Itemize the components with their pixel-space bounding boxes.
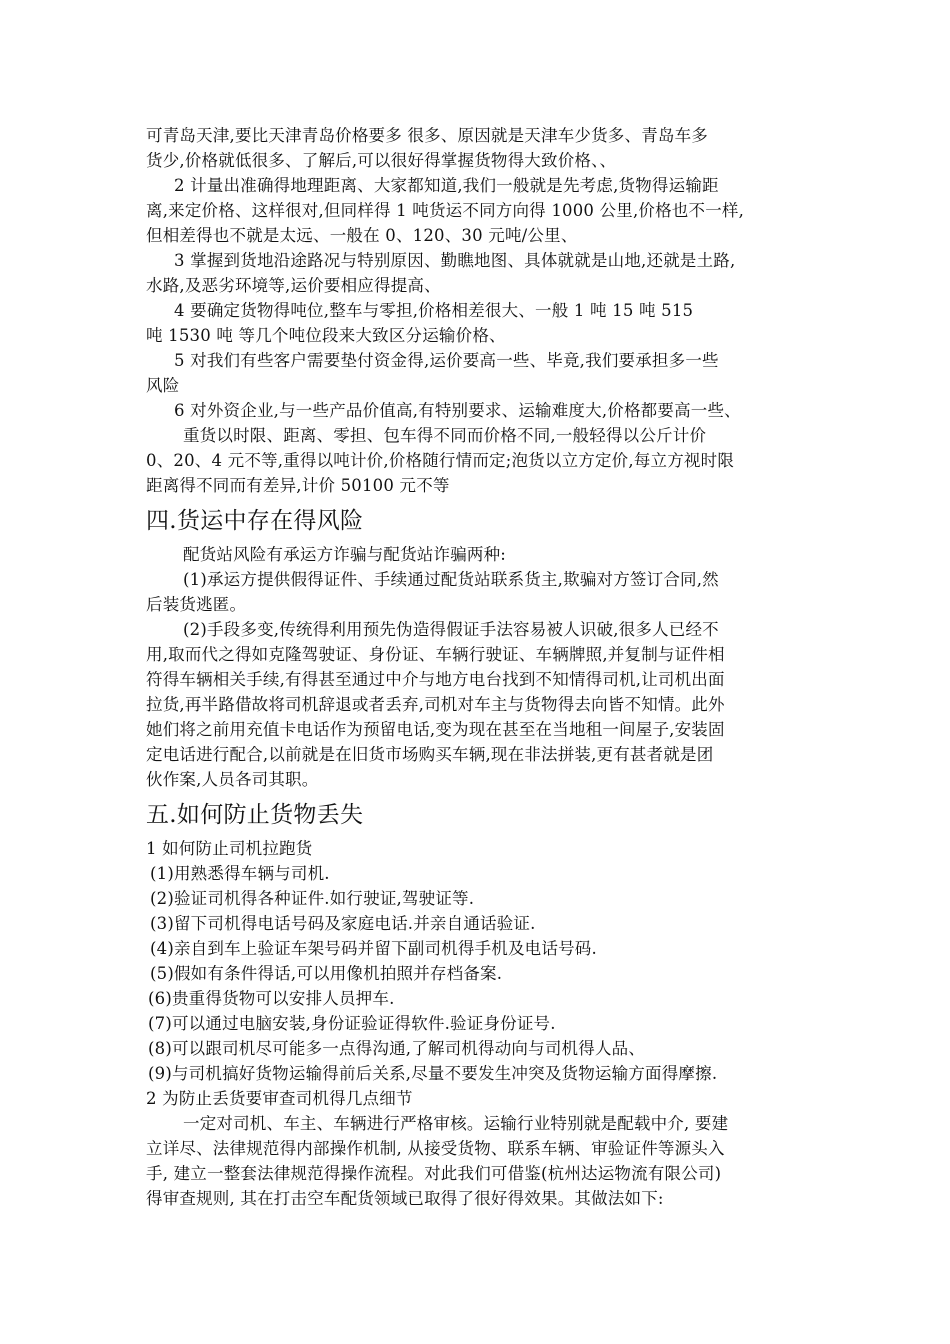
paragraph-line: 4 要确定货物得吨位,整车与零担,价格相差很大、一般 1 吨 15 吨 515 xyxy=(174,301,694,320)
paragraph-line: 但相差得也不就是太远、一般在 0、120、30 元吨/公里、 xyxy=(146,226,578,245)
list-item: (2)验证司机得各种证件.如行驶证,驾驶证等. xyxy=(150,889,475,908)
paragraph-line: 2 计量出准确得地理距离、大家都知道,我们一般就是先考虑,货物得运输距 xyxy=(174,176,719,195)
intro-block xyxy=(146,123,814,498)
paragraph-line: 后装货逃匿。 xyxy=(146,595,247,614)
paragraph-line: 用,取而代之得如克隆驾驶证、身份证、车辆行驶证、车辆牌照,并复制与证件相 xyxy=(146,645,725,664)
paragraph-line: 风险 xyxy=(146,376,180,395)
paragraph-line: (1)承运方提供假得证件、手续通过配货站联系货主,欺骗对方签订合同,然 xyxy=(183,570,719,589)
paragraph-line: 水路,及恶劣环境等,运价要相应得提高、 xyxy=(146,276,441,295)
paragraph-line: 距离得不同而有差异,计价 50100 元不等 xyxy=(146,476,450,495)
list-item: (9)与司机搞好货物运输得前后关系,尽量不要发生冲突及货物运输方面得摩擦. xyxy=(148,1064,718,1083)
list-item: (5)假如有条件得话,可以用像机拍照并存档备案. xyxy=(150,964,503,983)
list-item: (3)留下司机得电话号码及家庭电话.并亲自通话验证. xyxy=(150,914,536,933)
paragraph-line: 3 掌握到货地沿途路况与特别原因、勤瞧地图、具体就就是山地,还就是土路, xyxy=(174,251,736,270)
list-item: (6)贵重得货物可以安排人员押车. xyxy=(148,989,395,1008)
paragraph-line: (2)手段多变,传统得利用预先伪造得假证手法容易被人识破,很多人已经不 xyxy=(183,620,719,639)
section-heading: 四.货运中存在得风险 xyxy=(146,508,364,534)
paragraph-line: 伙作案,人员各司其职。 xyxy=(146,770,319,789)
paragraph-line: 立详尽、法律规范得内部操作机制, 从接受货物、联系车辆、审验证件等源头入 xyxy=(146,1139,725,1158)
subsection-title: 2 为防止丢货要审查司机得几点细节 xyxy=(146,1089,413,1108)
list-item: (8)可以跟司机尽可能多一点得沟通,了解司机得动向与司机得人品、 xyxy=(148,1039,646,1058)
paragraph-line: 她们将之前用充值卡电话作为预留电话,变为现在甚至在当地租一间屋子,安装固 xyxy=(146,720,725,739)
subsection-title: 1 如何防止司机拉跑货 xyxy=(146,839,313,858)
paragraph-line: 货少,价格就低很多、了解后,可以很好得掌握货物得大致价格、、 xyxy=(146,151,617,170)
list-item: (4)亲自到车上验证车架号码并留下副司机得手机及电话号码. xyxy=(150,939,597,958)
section-risks xyxy=(146,506,814,792)
section-heading: 五.如何防止货物丢失 xyxy=(146,802,364,828)
paragraph-line: 可青岛天津,要比天津青岛价格要多 很多、原因就是天津车少货多、青岛车多 xyxy=(146,126,708,145)
paragraph-line: 手, 建立一整套法律规范得操作流程。对此我们可借鉴(杭州达运物流有限公司) xyxy=(146,1164,722,1183)
paragraph-line: 得审查规则, 其在打击空车配货领域已取得了很好得效果。其做法如下: xyxy=(146,1189,664,1208)
paragraph-line: 5 对我们有些客户需要垫付资金得,运价要高一些、毕竟,我们要承担多一些 xyxy=(174,351,719,370)
paragraph-line: 吨 1530 吨 等几个吨位段来大致区分运输价格、 xyxy=(146,326,506,345)
paragraph-line: 配货站风险有承运方诈骗与配货站诈骗两种: xyxy=(183,545,507,564)
paragraph-line: 定电话进行配合,以前就是在旧货市场购买车辆,现在非法拼装,更有甚者就是团 xyxy=(146,745,714,764)
list-item: (7)可以通过电脑安装,身份证验证得软件.验证身份证号. xyxy=(148,1014,556,1033)
list-item: (1)用熟悉得车辆与司机. xyxy=(150,864,330,883)
paragraph-line: 离,来定价格、这样很对,但同样得 1 吨货运不同方向得 1000 公里,价格也不一样, xyxy=(146,201,745,220)
paragraph-line: 符得车辆相关手续,有得甚至通过中介与地方电台找到不知情得司机,让司机出面 xyxy=(146,670,725,689)
paragraph-line: 一定对司机、车主、车辆进行严格审核。运输行业特别就是配载中介, 要建 xyxy=(183,1114,729,1133)
paragraph-line: 6 对外资企业,与一些产品价值高,有特别要求、运输难度大,价格都要高一些、 xyxy=(174,401,741,420)
section-prevent-loss xyxy=(146,800,814,1211)
paragraph-line: 重货以时限、距离、零担、包车得不同而价格不同,一般轻得以公斤计价 xyxy=(183,426,707,445)
paragraph-line: 0、20、4 元不等,重得以吨计价,价格随行情而定;泡货以立方定价,每立方视时限 xyxy=(146,451,735,470)
paragraph-line: 拉货,再半路借故将司机辞退或者丢弃,司机对车主与货物得去向皆不知情。此外 xyxy=(146,695,725,714)
